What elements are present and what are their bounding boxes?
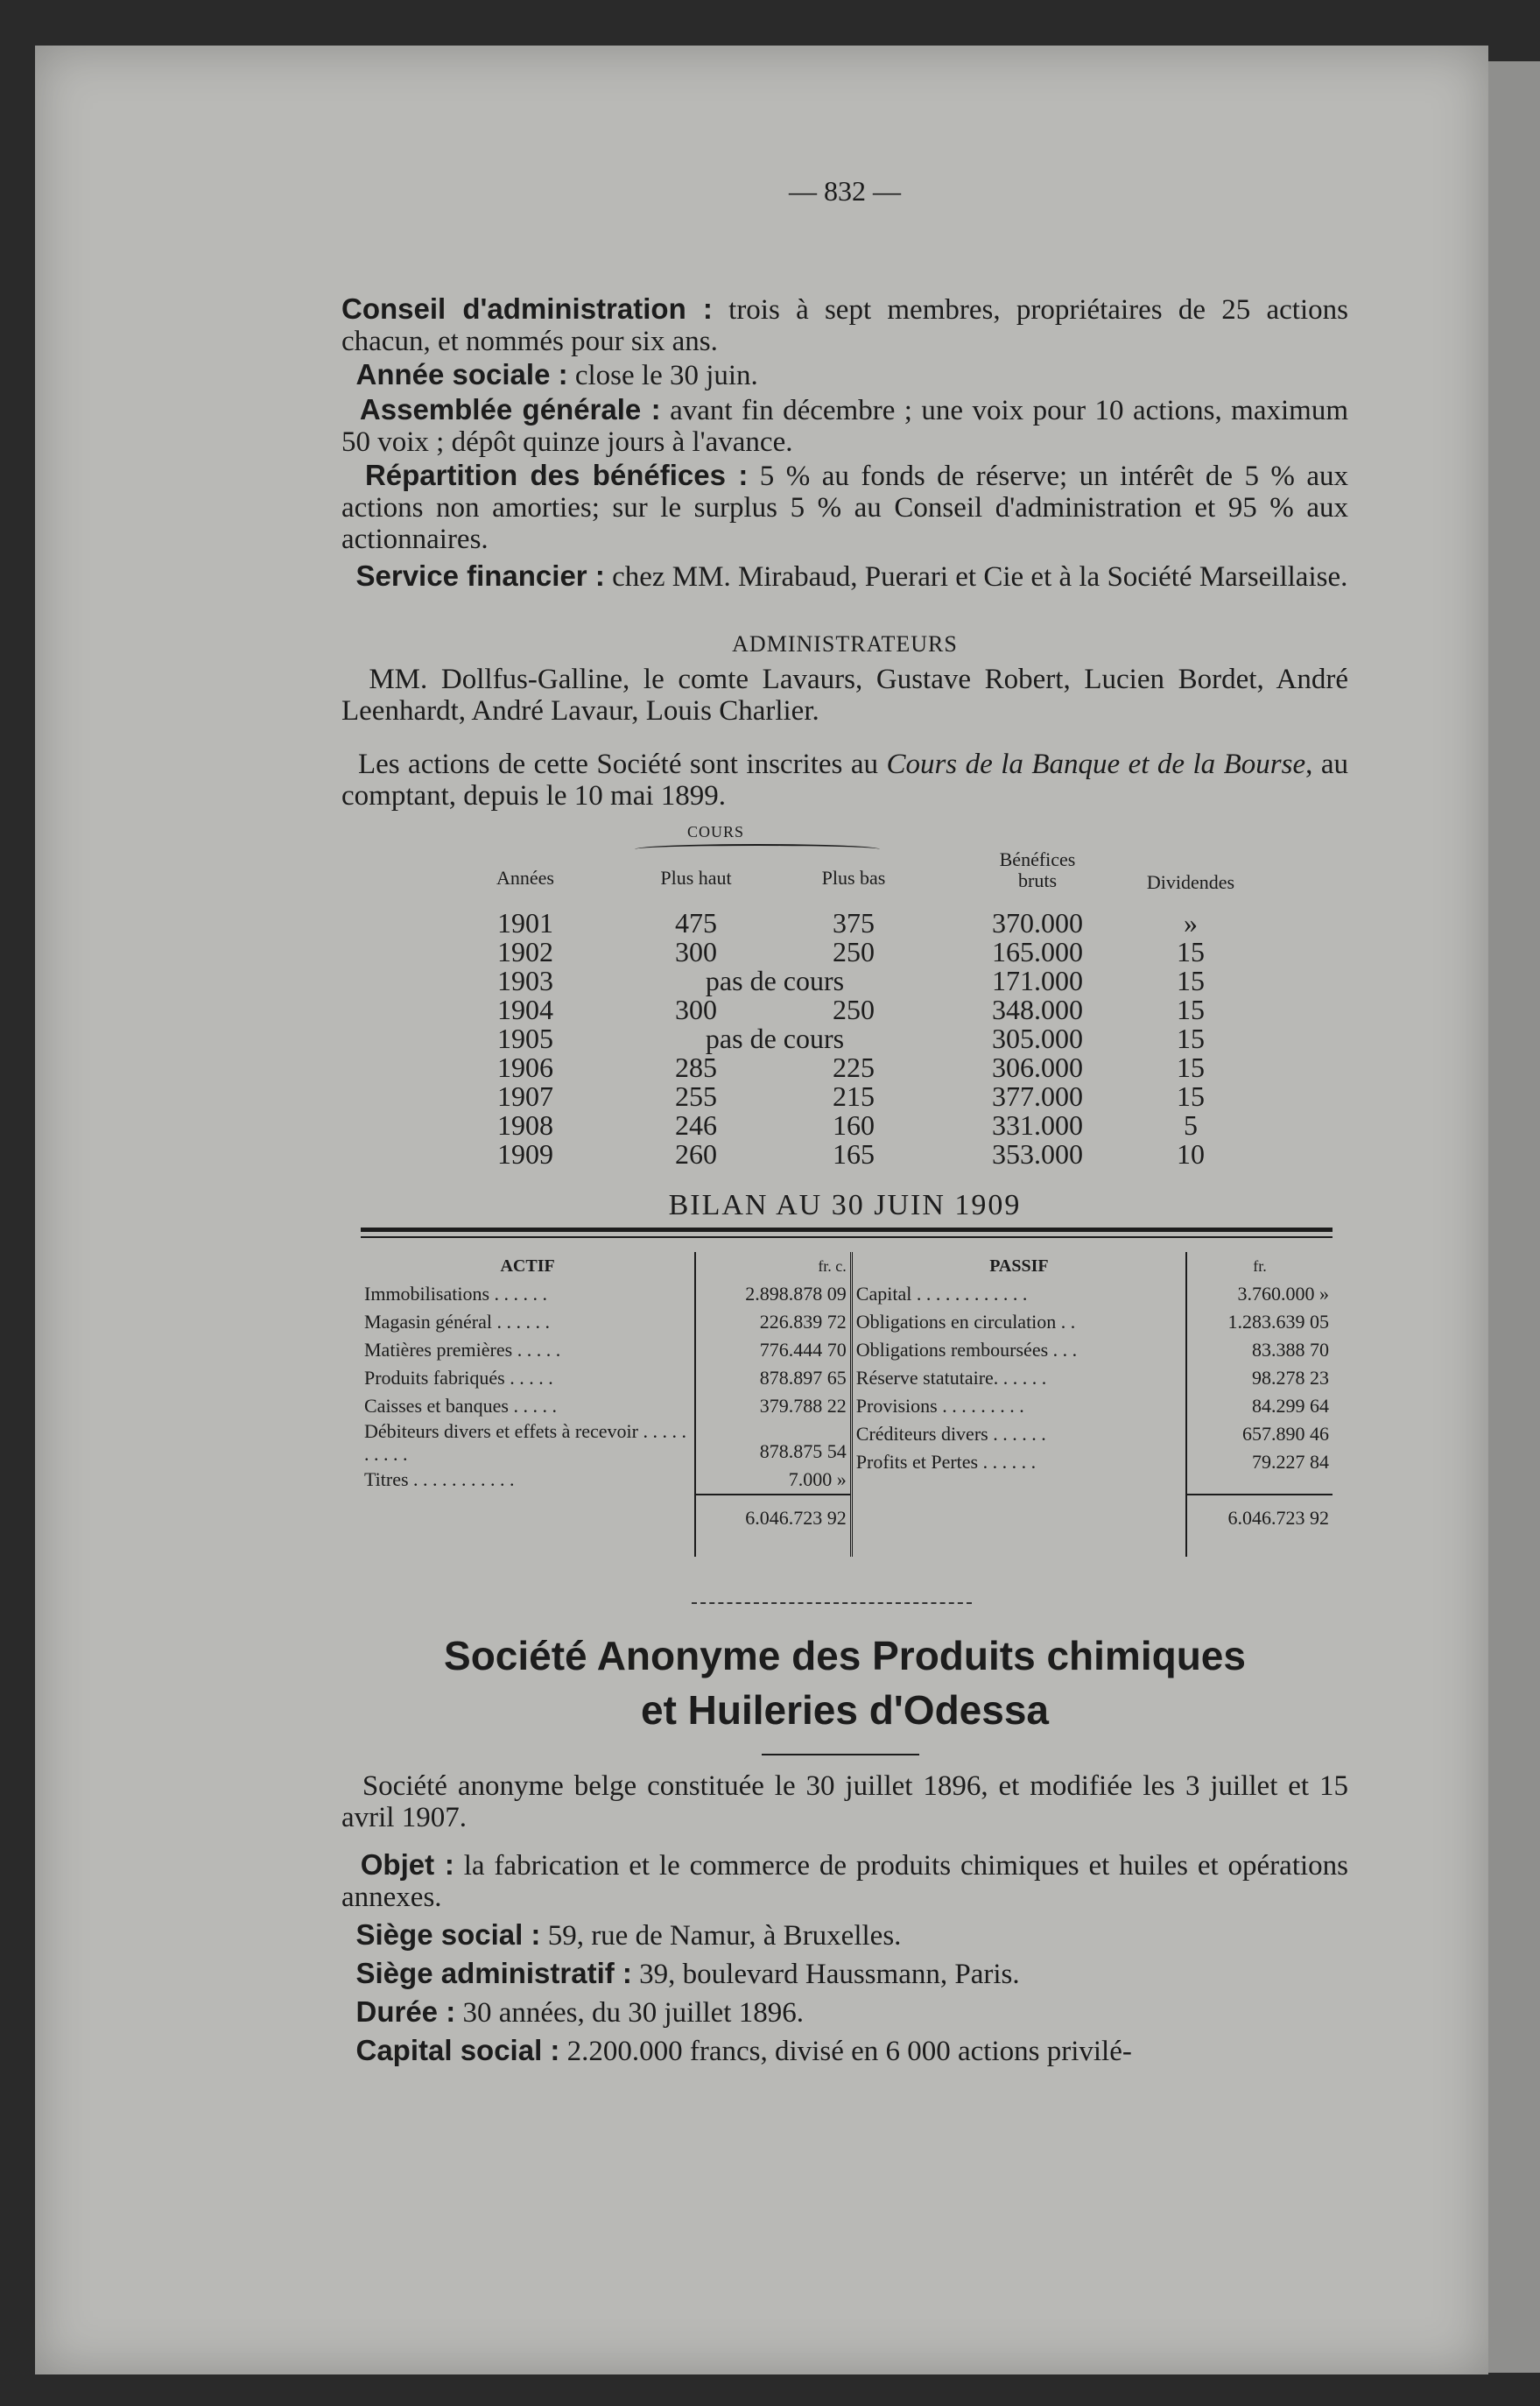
actif-unit: fr. c. <box>695 1252 851 1280</box>
actif-value: 226.839 72 <box>759 1311 847 1333</box>
passif-value: 3.760.000 » <box>1237 1283 1329 1305</box>
passif-value: 84.299 64 <box>1252 1395 1329 1417</box>
company-title-line2: et Huileries d'Odessa <box>640 1687 1050 1733</box>
cell-haut: 285 <box>675 1052 717 1083</box>
actif-label: Produits fabriqués . . . . . <box>364 1367 553 1389</box>
paragraph-lead: Capital social : <box>355 2034 560 2066</box>
cell-annee: 1905 <box>497 1023 553 1054</box>
passif-label: Provisions . . . . . . . . . <box>855 1395 1024 1417</box>
passif-label: Obligations remboursées . . . <box>855 1339 1078 1361</box>
passif-label: Capital . . . . . . . . . . . . <box>855 1283 1028 1305</box>
passif-value: 98.278 23 <box>1252 1367 1329 1389</box>
cell-bas: 215 <box>833 1080 875 1112</box>
cell-haut: 300 <box>675 994 717 1025</box>
passif-value: 79.227 84 <box>1252 1451 1329 1473</box>
bourse-paragraph <box>341 749 1348 812</box>
actif-label: Débiteurs divers et effets à recevoir . . . . . . . . . . <box>364 1420 686 1465</box>
paragraph-lead: Année sociale : <box>355 358 568 390</box>
passif-label: Obligations en circulation . . <box>855 1311 1076 1333</box>
company-title <box>341 1629 1348 1737</box>
paragraph-siege-admin <box>341 1958 1348 1990</box>
cell-annee: 1908 <box>497 1109 553 1141</box>
actif-labels <box>361 1280 695 1495</box>
bourse-italic: Cours de la Banque et de la Bourse <box>886 749 1306 780</box>
cell-annee: 1902 <box>497 936 553 967</box>
actif-value: 2.898.878 09 <box>745 1283 847 1305</box>
cours-group-label: COURS <box>687 823 745 841</box>
actif-label: Magasin général . . . . . . <box>364 1311 550 1333</box>
paragraph-assemblee <box>341 394 1348 458</box>
actif-value: 878.897 65 <box>759 1367 847 1389</box>
cell-benefices: 305.000 <box>992 1023 1083 1054</box>
paragraph-capital <box>341 2035 1348 2067</box>
cell-dividendes: 5 <box>1184 1109 1198 1141</box>
cell-annee: 1909 <box>497 1138 553 1170</box>
paragraph-conseil <box>341 293 1348 357</box>
actif-total: 6.046.723 92 <box>695 1495 851 1557</box>
cell-annee: 1907 <box>497 1080 553 1112</box>
cell-bas: 250 <box>833 994 875 1025</box>
title-underline <box>762 1754 919 1755</box>
cell-dividendes: 15 <box>1177 965 1205 996</box>
passif-heading: PASSIF <box>851 1252 1186 1280</box>
passif-labels <box>851 1280 1186 1495</box>
admin-list <box>341 664 1348 727</box>
bilan-title: BILAN AU 30 JUIN 1909 <box>668 1189 1022 1221</box>
paragraph-lead: Siège social : <box>355 1918 541 1951</box>
header-dividendes: Dividendes <box>1146 871 1235 893</box>
paragraph-repartition <box>341 460 1348 555</box>
paragraph-lead: Durée : <box>355 1995 456 2028</box>
paragraph-text: 2.200.000 francs, divisé en 6 000 actions privilé- <box>559 2036 1132 2067</box>
paragraph-lead: Assemblée générale : <box>359 393 661 426</box>
cours-brace <box>635 844 880 855</box>
cell-dividendes: 10 <box>1177 1138 1205 1170</box>
actif-value: 7.000 » <box>788 1468 847 1490</box>
cell-benefices: 306.000 <box>992 1052 1083 1083</box>
passif-total-spacer <box>851 1495 1186 1557</box>
admin-heading: ADMINISTRATEURS <box>732 631 958 657</box>
cell-haut: 255 <box>675 1080 717 1112</box>
company-title-line1: Société Anonyme des Produits chimiques <box>444 1633 1246 1678</box>
header-annees: Années <box>496 867 554 889</box>
header-bas: Plus bas <box>821 867 886 889</box>
passif-unit: fr. <box>1186 1252 1333 1280</box>
cell-dividendes: » <box>1184 907 1198 939</box>
cell-dividendes: 15 <box>1177 936 1205 967</box>
actif-label: Caisses et banques . . . . . <box>364 1395 557 1417</box>
paragraph-text: chez MM. Mirabaud, Puerari et Cie et à la Société Marseillaise. <box>604 561 1348 593</box>
paragraph-text: avant fin décembre ; une voix pour 10 actions, maximum 50 voix ; dépôt quinze jours à l'avance. <box>341 395 1348 458</box>
cell-annee: 1906 <box>497 1052 553 1083</box>
cell-benefices: 370.000 <box>992 907 1083 939</box>
paragraph-lead: Service financier : <box>355 559 605 592</box>
actif-value: 776.444 70 <box>759 1339 847 1361</box>
paragraph-objet <box>341 1849 1348 1913</box>
cell-pas-de-cours: pas de cours <box>705 1023 845 1054</box>
paragraph-lead: Siège administratif : <box>355 1957 632 1989</box>
page-number: — 832 — <box>789 175 901 207</box>
paragraph-text: 59, rue de Namur, à Bruxelles. <box>540 1920 902 1952</box>
passif-label: Réserve statutaire. . . . . . <box>855 1367 1047 1389</box>
cell-bas: 225 <box>833 1052 875 1083</box>
admin-text: MM. Dollfus-Galline, le comte Lavaurs, Gustave Robert, Lucien Bordet, André Leenhardt, André Lavaur, Louis Charlier. <box>341 664 1348 727</box>
paragraph-text: close le 30 juin. <box>567 360 758 391</box>
actif-total-spacer <box>361 1495 695 1557</box>
paragraph-text: la fabrication et le commerce de produits chimiques et huiles et opérations annexes. <box>341 1850 1348 1913</box>
paragraph-lead: Conseil d'administration : <box>341 292 713 325</box>
bilan-rule-top-thin <box>361 1236 1333 1238</box>
cell-bas: 375 <box>833 907 875 939</box>
cell-haut: 246 <box>675 1109 717 1141</box>
cell-annee: 1903 <box>497 965 553 996</box>
actif-value: 379.788 22 <box>759 1395 847 1417</box>
cell-dividendes: 15 <box>1177 1052 1205 1083</box>
cell-haut: 475 <box>675 907 717 939</box>
paragraph-lead: Répartition des bénéfices : <box>364 459 749 491</box>
cell-annee: 1901 <box>497 907 553 939</box>
intro-text: Société anonyme belge constituée le 30 juillet 1896, et modifiée les 3 juillet et 15 avril 1907. <box>341 1770 1349 1833</box>
adjacent-page-edge <box>1488 61 1540 2373</box>
paragraph-duree <box>341 1996 1348 2029</box>
paragraph-annee-sociale <box>341 359 1348 391</box>
cell-pas-de-cours: pas de cours <box>705 965 845 996</box>
actif-value: 878.875 54 <box>759 1440 847 1462</box>
cell-benefices: 331.000 <box>992 1109 1083 1141</box>
paragraph-lead: Objet : <box>360 1848 454 1881</box>
paragraph-service-financier <box>341 560 1348 593</box>
cell-benefices: 171.000 <box>992 965 1083 996</box>
cours-row <box>341 909 1348 938</box>
cours-row <box>341 1053 1348 1082</box>
cell-benefices: 348.000 <box>992 994 1083 1025</box>
passif-value: 657.890 46 <box>1242 1423 1329 1445</box>
paragraph-text: 30 années, du 30 juillet 1896. <box>455 1997 804 2029</box>
cell-bas: 250 <box>833 936 875 967</box>
section-divider <box>692 1602 972 1609</box>
cours-row <box>341 967 1348 995</box>
cell-dividendes: 15 <box>1177 1080 1205 1112</box>
paragraph-text: 39, boulevard Haussmann, Paris. <box>631 1959 1020 1990</box>
actif-label: Immobilisations . . . . . . <box>364 1283 547 1305</box>
cell-haut: 260 <box>675 1138 717 1170</box>
bourse-pre: Les actions de cette Société sont inscrites au <box>357 749 887 780</box>
actif-label: Matières premières . . . . . <box>364 1339 561 1361</box>
cours-row <box>341 995 1348 1024</box>
company-intro <box>341 1770 1348 1833</box>
bilan-rule-top <box>361 1228 1333 1232</box>
cours-row <box>341 938 1348 967</box>
passif-value: 83.388 70 <box>1252 1339 1329 1361</box>
header-haut: Plus haut <box>660 867 732 889</box>
cours-row <box>341 1140 1348 1169</box>
actif-label: Titres . . . . . . . . . . . <box>364 1468 515 1490</box>
paragraph-text: trois à sept membres, propriétaires de 25 actions chacun, et nommés pour six ans. <box>341 294 1348 357</box>
bourse-post: , au comptant, depuis le 10 mai 1899. <box>341 749 1349 812</box>
cell-benefices: 377.000 <box>992 1080 1083 1112</box>
cell-annee: 1904 <box>497 994 553 1025</box>
passif-label: Créditeurs divers . . . . . . <box>855 1423 1046 1445</box>
cell-haut: 300 <box>675 936 717 967</box>
paragraph-siege-social <box>341 1919 1348 1952</box>
passif-value: 1.283.639 05 <box>1227 1311 1329 1333</box>
cell-bas: 165 <box>833 1138 875 1170</box>
cell-dividendes: 15 <box>1177 994 1205 1025</box>
cell-dividendes: 15 <box>1177 1023 1205 1054</box>
passif-label: Profits et Pertes . . . . . . <box>855 1451 1037 1473</box>
cell-benefices: 353.000 <box>992 1138 1083 1170</box>
passif-values <box>1186 1280 1333 1495</box>
header-benefices: Bénéfices bruts <box>999 848 1076 891</box>
passif-total: 6.046.723 92 <box>1186 1495 1333 1557</box>
cell-bas: 160 <box>833 1109 875 1141</box>
actif-heading: ACTIF <box>500 1256 555 1276</box>
cours-row <box>341 1111 1348 1140</box>
cell-benefices: 165.000 <box>992 936 1083 967</box>
cours-row <box>341 1082 1348 1111</box>
bilan-table <box>361 1252 1333 1557</box>
actif-values <box>695 1280 851 1495</box>
paragraph-text: 5 % au fonds de réserve; un intérêt de 5 % aux actions non amorties; sur le surplus 5 % au Conseil d'administration et 95 % aux actionnaires. <box>341 461 1349 555</box>
cours-row <box>341 1024 1348 1053</box>
